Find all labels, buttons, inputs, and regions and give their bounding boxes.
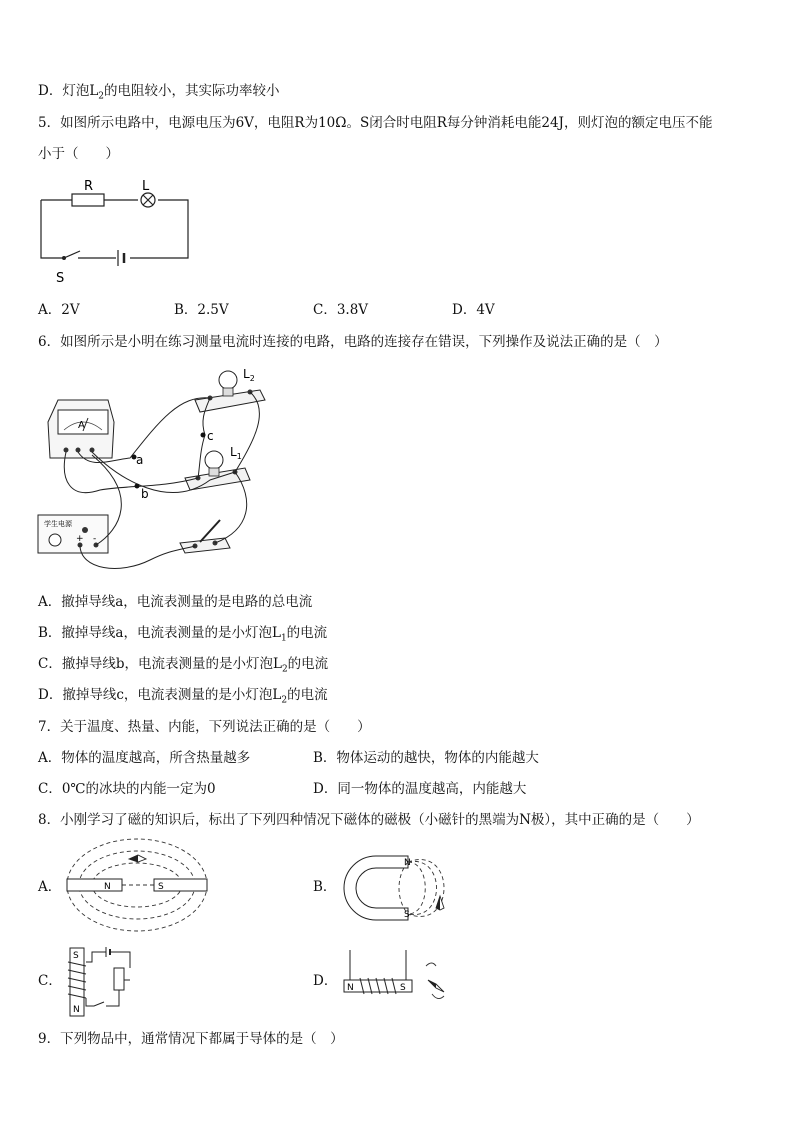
pole-n: N [347, 983, 354, 993]
q9-stem: 9．下列物品中，通常情况下都属于导体的是（ ） [38, 1031, 344, 1047]
pole-s: S [73, 951, 79, 961]
minus-sign: - [93, 534, 97, 544]
label-l1: $L_1$ [230, 445, 242, 461]
student-power-supply [38, 515, 108, 553]
q8-label-d: D． [313, 973, 338, 989]
option-text: C．撤掉导线b，电流表测量的是小灯泡L [38, 656, 282, 672]
lamp-symbol [141, 193, 155, 207]
pole-s: S [158, 882, 164, 892]
label-l: L [142, 179, 150, 194]
plus-sign: + [76, 534, 84, 544]
option-text: B．撤掉导线a，电流表测量的是小灯泡L [38, 625, 281, 641]
q6-circuit-picture [30, 360, 290, 585]
q8-stem: 8．小刚学习了磁的知识后，标出了下列四种情况下磁体的磁极（小磁针的黑端为N极），其中正确的是（ ） [38, 812, 700, 828]
q8-label-c: C． [38, 973, 62, 989]
q8-figure-b [336, 836, 456, 946]
q6-option-a [38, 593, 312, 611]
q6-stem: 6．如图所示是小明在练习测量电流时连接的电路，电路的连接存在错误，下列操作及说法正确的是（ ） [38, 334, 668, 350]
option-text: D．撤掉导线c，电流表测量的是小灯泡L [38, 687, 282, 703]
q4-option-d-text: D．灯泡L [38, 83, 99, 99]
subscript: 2 [281, 664, 288, 675]
q7-option-a: A．物体的温度越高，所含热量越多 [38, 750, 251, 766]
q5-option-a: A．2V [38, 302, 80, 318]
option-text-end: 的电流 [287, 656, 329, 672]
battery-symbol [118, 250, 124, 266]
q7-option-c: C．0℃的冰块的内能一定为0 [38, 781, 216, 797]
q5-stem-line1: 5．如图所示电路中，电源电压为6V，电阻R为10Ω。S闭合时电阻R每分钟消耗电能24J，则灯泡的额定电压不能 [38, 115, 713, 131]
label-r: R [84, 179, 94, 194]
q5-option-c: C．3.8V [313, 302, 369, 318]
ammeter [48, 400, 114, 458]
q8-figure-d [340, 946, 460, 1016]
label-l2: $L_2$ [243, 367, 255, 383]
pole-n: N [73, 1005, 80, 1015]
subscript: 1 [280, 633, 287, 644]
q4-option-d-text-end: 的电阻较小，其实际功率较小 [104, 83, 280, 99]
q8-figure-a [62, 836, 212, 936]
wire-label-a: a [136, 453, 144, 467]
q4-option-d [38, 82, 280, 106]
q5-stem-line2: 小于（ ） [38, 146, 119, 162]
pole-n: N [104, 882, 111, 892]
subscript: 2 [281, 695, 288, 706]
option-text-end: 的电流 [286, 625, 328, 641]
q8-label-b: B． [313, 879, 337, 895]
q6-option-d [38, 686, 328, 710]
q7-stem: 7．关于温度、热量、内能，下列说法正确的是（ ） [38, 719, 371, 735]
wire-label-c: c [207, 429, 214, 443]
pole-s: S [404, 910, 410, 920]
q7-option-b: B．物体运动的越快，物体的内能越大 [313, 750, 539, 766]
q6-option-c [38, 655, 328, 679]
option-text: A．撤掉导线a，电流表测量的是电路的总电流 [38, 594, 313, 610]
label-s: S [56, 271, 65, 286]
q6-option-b [38, 624, 327, 648]
q8-figure-c [62, 942, 152, 1022]
q8-label-a: A． [38, 879, 62, 895]
wire-label-b: b [141, 487, 149, 501]
resistor-symbol [72, 194, 104, 206]
ammeter-label: A [78, 420, 85, 431]
pole-n: N [404, 858, 411, 868]
power-supply-label: 学生电源 [44, 520, 72, 528]
subscript: 2 [98, 91, 105, 102]
q5-option-b: B．2.5V [174, 302, 229, 318]
q5-option-d: D．4V [452, 302, 495, 318]
option-text-end: 的电流 [287, 687, 328, 703]
switch-symbol [62, 251, 80, 260]
q5-circuit-diagram [36, 178, 196, 288]
pole-s: S [400, 983, 406, 993]
q7-option-d: D．同一物体的温度越高，内能越大 [313, 781, 527, 797]
